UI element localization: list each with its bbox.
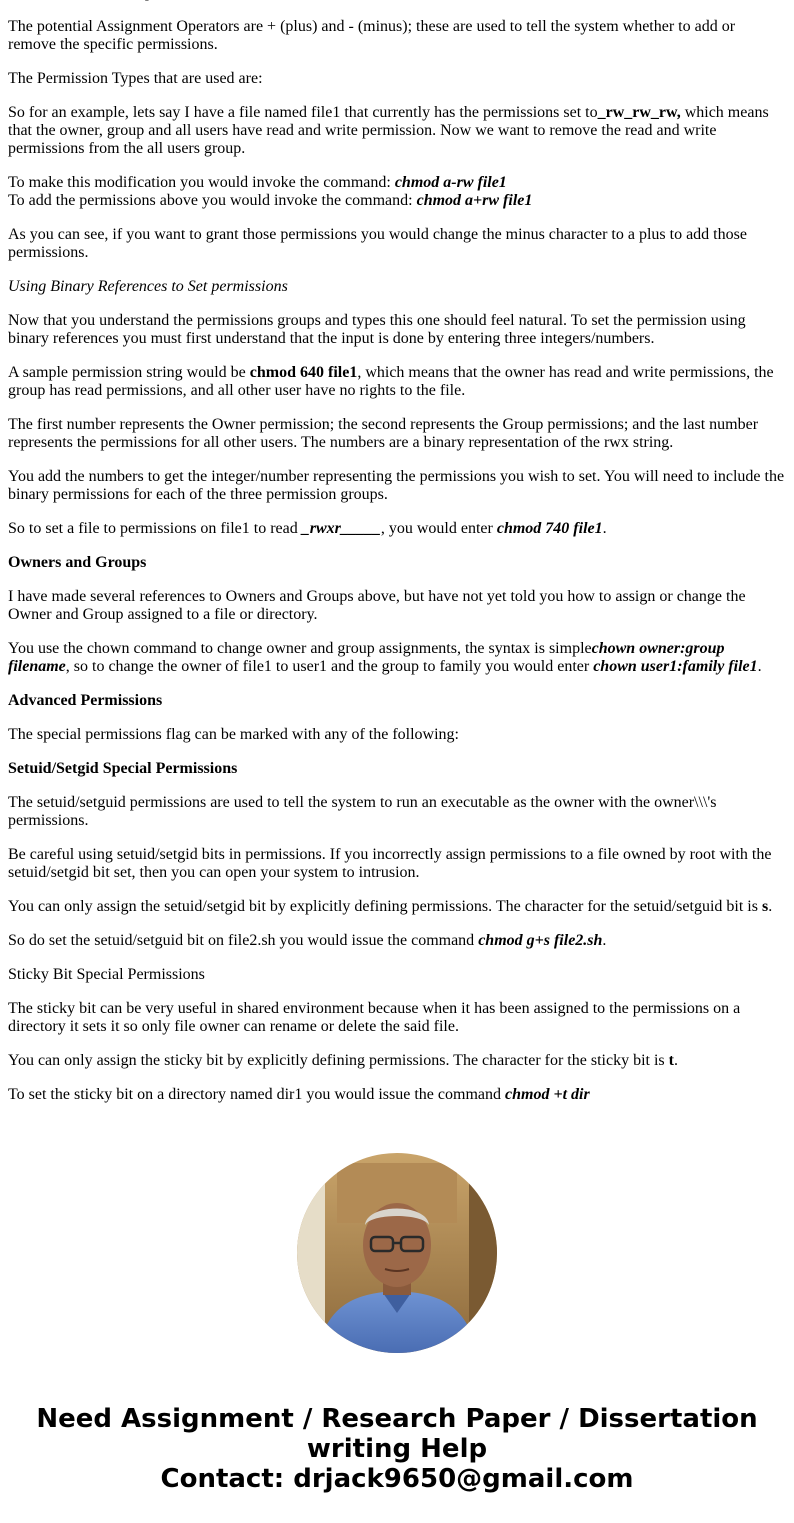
sticky-heading: Sticky Bit Special Permissions — [8, 966, 205, 983]
promo-line-1: Need Assignment / Research Paper / Dissertation — [36, 1404, 758, 1434]
permission-rwxr: _rwxr_____ — [301, 520, 381, 537]
owners-groups-heading-text: Owners and Groups — [8, 554, 147, 571]
setuid-heading-text: Setuid/Setgid Special Permissions — [8, 760, 238, 777]
assign-sticky-paragraph — [8, 1052, 786, 1070]
author-photo-icon — [297, 1153, 497, 1353]
sample-text-after: , which means that the owner has read and write permissions, the group has read permissions, and all other user have no rights to the file. — [8, 364, 774, 399]
set-740-paragraph — [8, 520, 786, 538]
owners-paragraph: I have made several references to Owners and Groups above, but have not yet told you how to assign or change the Owner and Group assigned to a file or directory. — [8, 588, 746, 623]
promo-contact: Contact: drjack9650@gmail.com — [160, 1464, 634, 1494]
command-chmod-640: chmod 640 file1 — [249, 364, 358, 381]
setuid-heading — [8, 760, 786, 778]
advanced-permissions-heading — [8, 692, 786, 710]
chown-after: . — [757, 658, 762, 675]
example-text-after: which means that the owner, group and all users have read and write permission. Now we want to remove the read and write permissions from the all users group. — [8, 104, 769, 157]
add-numbers-paragraph: You add the numbers to get the integer/number representing the permissions you wish to set. You will need to include the binary permissions for each of the three permission groups. — [8, 468, 785, 503]
binary-references-heading-text: Using Binary References to Set permissions — [8, 278, 288, 295]
command-chmod-740: chmod 740 file1 — [496, 520, 603, 537]
numbers-paragraph: The first number represents the Owner permission; the second represents the Group permissions; and the last number represents the permissions for all other users. The numbers are a binary representation of the rwx string. — [8, 416, 759, 451]
modify-line-2: To add the permissions above you would invoke the command: — [8, 192, 417, 209]
promo-line-2: writing Help — [306, 1434, 488, 1464]
assign-t-after: . — [673, 1052, 678, 1069]
setuid-character: s — [761, 898, 769, 915]
assign-s-before: You can only assign the setuid/setgid bit by explicitly defining permissions. The character for the setuid/setguid bit is — [8, 898, 762, 915]
chown-syntax: chown owner:group filename — [8, 640, 725, 675]
chown-before: You use the chown command to change owner and group assignments, the syntax is simple — [8, 640, 592, 657]
set-sticky-paragraph — [8, 1086, 786, 1104]
assign-s-after: . — [768, 898, 773, 915]
command-chown-user1: chown user1:family file1 — [593, 658, 758, 675]
setuid-paragraph: The setuid/setguid permissions are used to tell the system to run an executable as the owner with the owner\\\'s permissions. — [8, 794, 717, 829]
permission-types-paragraph: The Permission Types that are used are: — [8, 70, 263, 87]
set-s-before: So do set the setuid/setguid bit on file2.sh you would issue the command — [8, 932, 479, 949]
sample-string-paragraph — [8, 364, 786, 400]
set-740-before: So to set a file to permissions on file1 to read — [8, 520, 302, 537]
command-remove-rw: chmod a-rw file1 — [394, 174, 507, 191]
example-permission-string: _rw_rw_rw, — [597, 104, 681, 121]
assignment-operators-paragraph: The potential Assignment Operators are + (plus) and - (minus); these are used to tell the system whether to add or remove the specific permissions. — [8, 18, 736, 53]
example-paragraph — [8, 104, 786, 158]
promo-banner — [0, 1404, 794, 1494]
modify-command-paragraph — [8, 174, 786, 210]
set-740-middle: , you would enter — [380, 520, 497, 537]
command-add-rw: chmod a+rw file1 — [416, 192, 533, 209]
set-740-after: . — [602, 520, 607, 537]
sticky-paragraph: The sticky bit can be very useful in shared environment because when it has been assigned to the permissions on a directory it sets it so only file owner can rename or delete the said file. — [8, 1000, 741, 1035]
advanced-permissions-heading-text: Advanced Permissions — [8, 692, 163, 709]
owners-groups-heading — [8, 554, 786, 572]
command-chmod-gs: chmod g+s file2.sh — [478, 932, 603, 949]
set-setuid-paragraph — [8, 932, 786, 950]
special-flag-paragraph: The special permissions flag can be marked with any of the following: — [8, 726, 459, 743]
assign-setuid-paragraph — [8, 898, 786, 916]
chown-paragraph — [8, 640, 786, 676]
set-s-after: . — [602, 932, 607, 949]
command-chmod-t: chmod +t dir — [505, 1086, 590, 1103]
binary-references-heading — [8, 278, 786, 296]
sticky-character: t — [668, 1052, 674, 1069]
permission-groups-paragraph — [8, 0, 786, 2]
example-text-before: So for an example, lets say I have a file named file1 that currently has the permissions set to — [8, 104, 598, 121]
set-t-before: To set the sticky bit on a directory named dir1 you would issue the command — [8, 1086, 505, 1103]
binary-intro-paragraph: Now that you understand the permissions groups and types this one should feel natural. To set the permission using binary references you must first understand that the input is done by entering three integers/numbers. — [8, 312, 746, 347]
assign-t-before: You can only assign the sticky bit by explicitly defining permissions. The character for the sticky bit is — [8, 1052, 669, 1069]
chown-middle: , so to change the owner of file1 to user1 and the group to family you would enter — [65, 658, 594, 675]
author-avatar — [297, 1153, 497, 1353]
article-body — [8, 0, 786, 1120]
careful-paragraph: Be careful using setuid/setgid bits in permissions. If you incorrectly assign permissions to a file owned by root with the setuid/setgid bit set, then you can open your system to intrusion. — [8, 846, 772, 881]
modify-line-1: To make this modification you would invoke the command: — [8, 174, 395, 191]
grant-paragraph: As you can see, if you want to grant those permissions you would change the minus character to a plus to add those permissions. — [8, 226, 747, 261]
sample-text-before: A sample permission string would be — [8, 364, 250, 381]
